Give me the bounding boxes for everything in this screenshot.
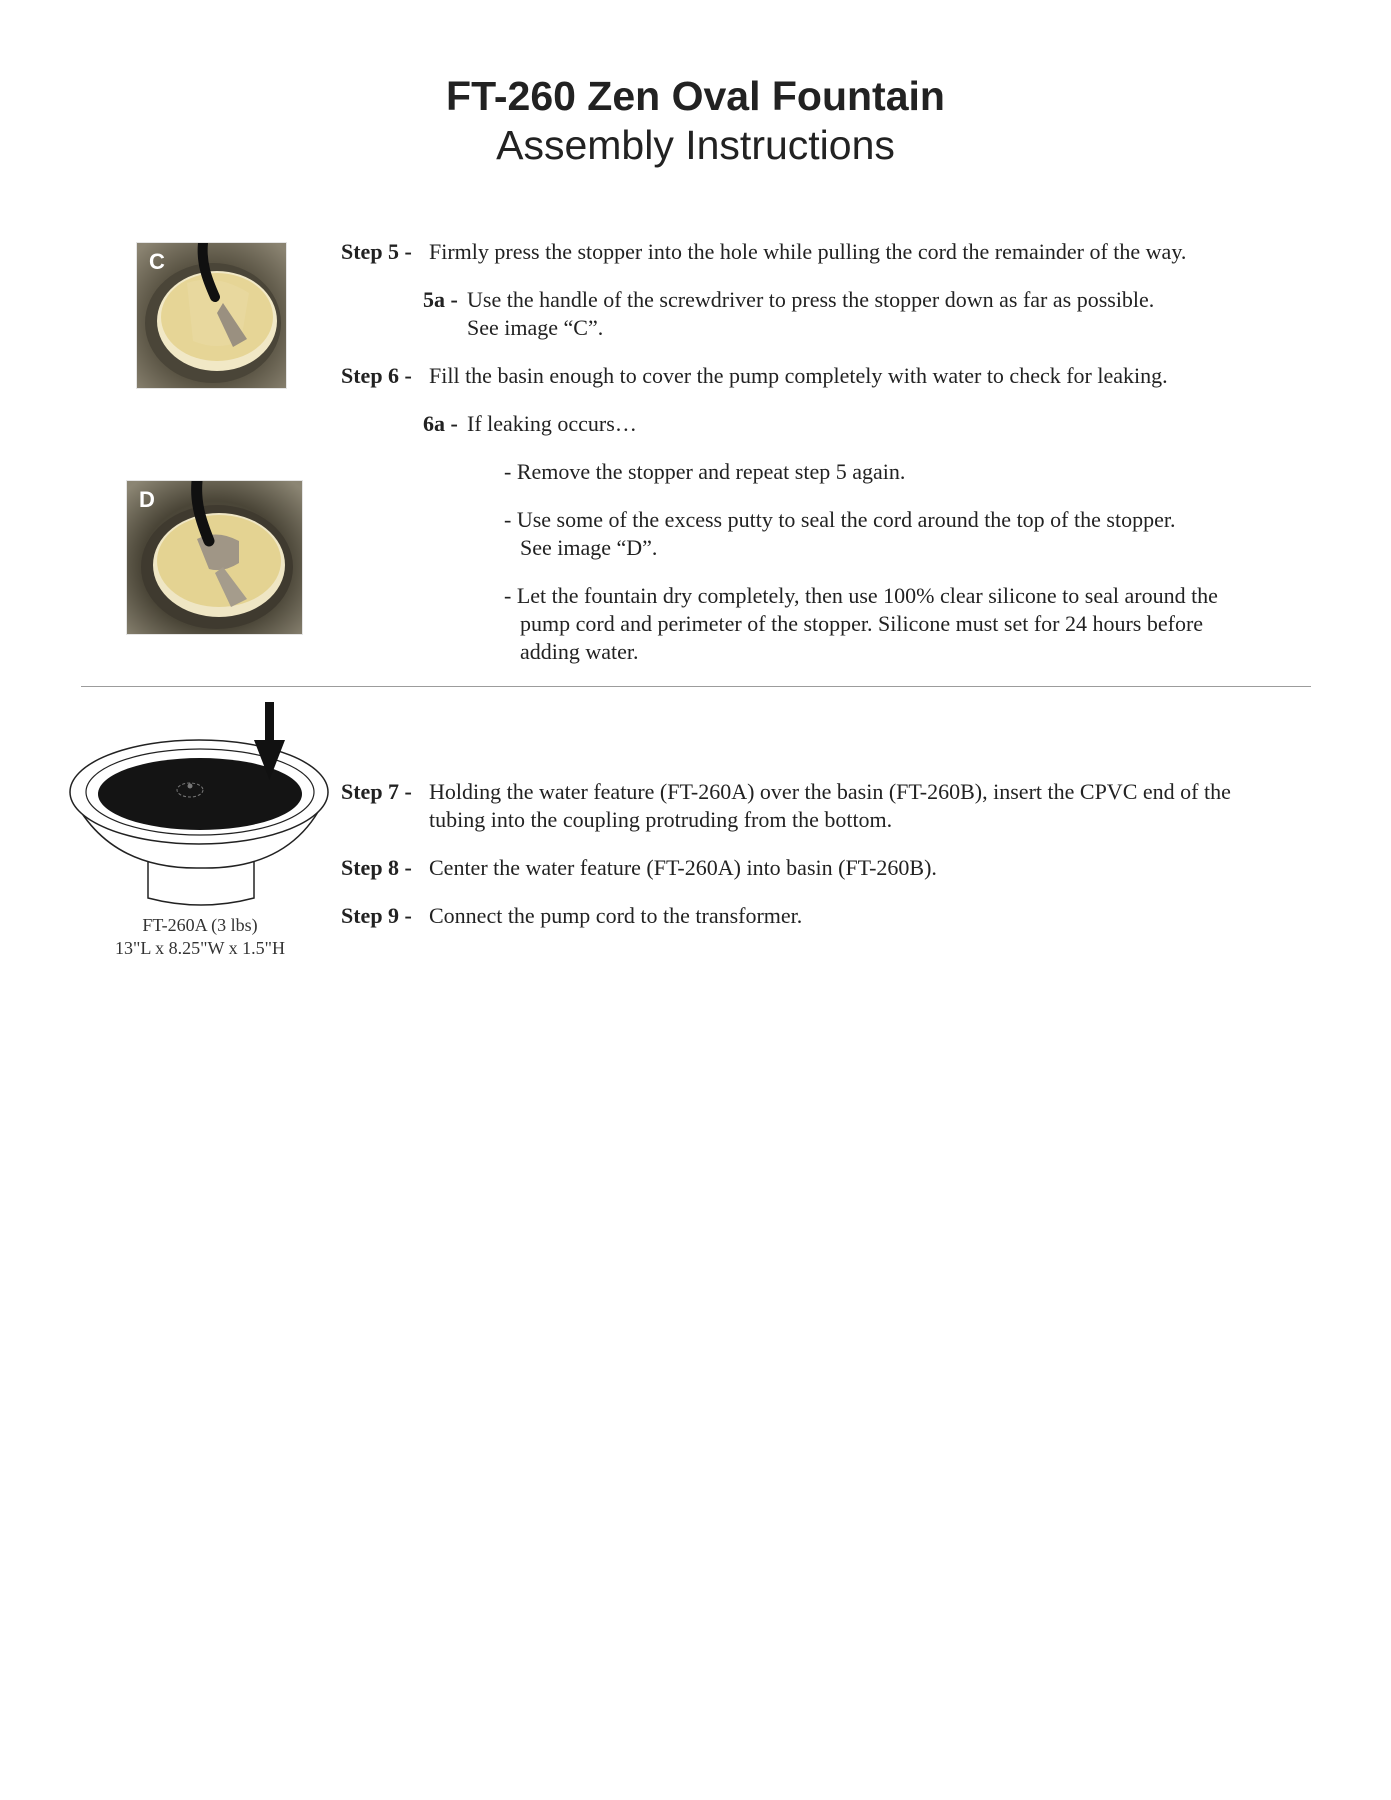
document-title: FT-260 Zen Oval Fountain: [446, 73, 945, 119]
bullet-3-continued-2: adding water.: [520, 639, 639, 664]
photo-c-label: C: [149, 249, 165, 274]
product-drawing: [66, 700, 336, 910]
document-subtitle: Assembly Instructions: [496, 122, 895, 168]
step-9: [341, 902, 412, 930]
photo-d: [126, 480, 303, 635]
step-5a-text: Use the handle of the screwdriver to press the stopper down as far as possible.: [467, 287, 1155, 312]
step-label: Step 9 -: [341, 903, 412, 928]
step-6: [341, 362, 412, 390]
bullet-2: - Use some of the excess putty to seal the cord around the top of the stopper.: [504, 507, 1176, 532]
photo-c: [136, 242, 287, 389]
bullet-2-continued: See image “D”.: [520, 535, 658, 560]
step-8-text: Center the water feature (FT-260A) into basin (FT-260B).: [429, 855, 937, 880]
section-divider: [81, 686, 1311, 687]
step-7-text: Holding the water feature (FT-260A) over the basin (FT-260B), insert the CPVC end of the: [429, 779, 1231, 804]
step-6-text: Fill the basin enough to cover the pump completely with water to check for leaking.: [429, 363, 1168, 388]
step-5a-text-2: See image “C”.: [467, 315, 604, 340]
step-6a-text: If leaking occurs…: [467, 411, 637, 436]
bullet-3: - Let the fountain dry completely, then use 100% clear silicone to seal around the: [504, 583, 1218, 608]
caption-dimensions: 13"L x 8.25"W x 1.5"H: [114, 938, 286, 958]
photo-d-label: D: [139, 487, 155, 512]
step-5: [341, 238, 412, 266]
caption-weight: FT-260A (3 lbs): [142, 915, 258, 935]
step-7: [341, 778, 412, 806]
step-6a: [423, 410, 458, 438]
product-caption: [90, 914, 310, 960]
step-label: Step 6 -: [341, 363, 412, 388]
document-header: [0, 72, 1391, 170]
bullet-1: - Remove the stopper and repeat step 5 again.: [504, 459, 906, 484]
step-label: Step 8 -: [341, 855, 412, 880]
step-7-text-2: tubing into the coupling protruding from the bottom.: [429, 807, 893, 832]
step-5-text: Firmly press the stopper into the hole while pulling the cord the remainder of the way.: [429, 239, 1187, 264]
step-label: 6a -: [423, 411, 458, 436]
step-5a: [423, 286, 458, 314]
step-label: 5a -: [423, 287, 458, 312]
step-label: Step 5 -: [341, 239, 412, 264]
step-label: Step 7 -: [341, 779, 412, 804]
step-8: [341, 854, 412, 882]
fountain-drawing-icon: [66, 700, 336, 910]
bullet-3-continued: pump cord and perimeter of the stopper. Silicone must set for 24 hours before: [520, 611, 1204, 636]
step-9-text: Connect the pump cord to the transformer.: [429, 903, 803, 928]
